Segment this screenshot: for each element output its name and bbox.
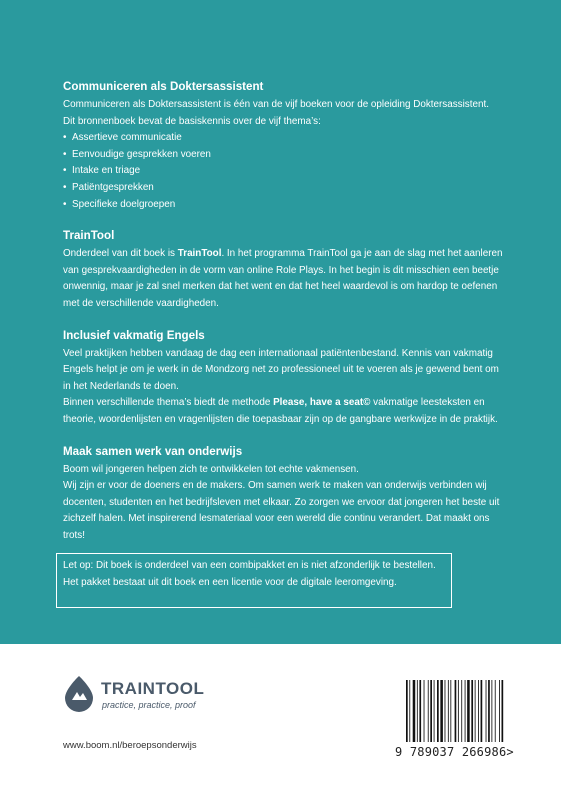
list-item: • Patiëntgesprekken bbox=[63, 180, 503, 197]
logo-tagline: practice, practice, proof bbox=[102, 700, 196, 710]
section-engels bbox=[63, 327, 503, 429]
section-text: Communiceren als Doktersassistent is één van de vijf boeken voor de opleiding Doktersassistent. Dit bronnenboek bevat de basiskennis over de vijf thema’s: bbox=[63, 99, 489, 127]
isbn-number bbox=[395, 745, 514, 759]
section-onderwijs bbox=[63, 443, 503, 545]
text-fragment: Binnen verschillende thema’s biedt de methode bbox=[63, 397, 274, 409]
note-box bbox=[56, 553, 452, 608]
isbn-digits: 9 789037 266986 bbox=[395, 745, 507, 759]
list-item: • Assertieve communicatie bbox=[63, 130, 503, 147]
bold-fragment: Please, have a seat© bbox=[273, 397, 371, 409]
section-text bbox=[63, 395, 503, 428]
section-text: Veel praktijken hebben vandaag de dag een internationaal patiëntenbestand. Kennis van vakmatig Engels helpt je om je werk in de Mondzorg net zo professioneel uit te voeren als je gewend bent om in het Nederlands te doen. bbox=[63, 347, 499, 392]
cover-text bbox=[63, 78, 503, 558]
text-fragment: Onderdeel van dit boek is bbox=[63, 248, 178, 260]
section-traintool bbox=[63, 227, 503, 312]
text-fragment: vakmatige leesteksten en theorie, woordenlijsten en vragenlijsten die toepasbaar zijn op de gangbare werkwijze in de praktijk. bbox=[63, 397, 498, 425]
section-title: Inclusief vakmatig Engels bbox=[63, 328, 205, 342]
section-communiceren bbox=[63, 78, 503, 213]
website-url: www.boom.nl/beroepsonderwijs bbox=[63, 740, 197, 751]
section-text bbox=[63, 246, 503, 312]
isbn-arrow: > bbox=[506, 745, 514, 759]
bold-fragment: TrainTool bbox=[177, 248, 222, 260]
section-title: TrainTool bbox=[63, 229, 115, 243]
traintool-logo bbox=[63, 675, 243, 715]
list-item: • Intake en triage bbox=[63, 163, 503, 180]
theme-list bbox=[63, 130, 503, 213]
section-title: Maak samen werk van onderwijs bbox=[63, 444, 243, 458]
text-fragment: . In het programma TrainTool ga je aan de slag met het aanleren van gesprekvaardigheden in de vorm van online Role Plays. In het begin is dit misschien een beetje onwennig, maar je zal snel merken dat het went en dat het heel waardevol is om hardop te oefenen met de verschillende vaardigheden. bbox=[63, 248, 503, 309]
note-text: Let op: Dit boek is onderdeel van een combipakket en is niet afzonderlijk te bestellen. Het pakket bestaat uit dit boek en een licentie voor de digitale leeromgeving. bbox=[63, 560, 436, 588]
section-text: Boom wil jongeren helpen zich te ontwikkelen tot echte vakmensen. bbox=[63, 463, 359, 475]
barcode bbox=[405, 680, 513, 744]
list-item: • Specifieke doelgroepen bbox=[63, 197, 503, 214]
logo-name: TRAINTOOL bbox=[101, 679, 205, 698]
traintool-logo-icon bbox=[63, 675, 95, 713]
section-text: Wij zijn er voor de doeners en de makers. Om samen werk te maken van onderwijs verbinden wij docenten, studenten en het bedrijfsleven met elkaar. Zo zorgen we ervoor dat jongeren het beste uit zichzelf halen. Met inspirerend lesmateriaal voor een wereld die continu verandert. Dat maakt ons trots! bbox=[63, 480, 500, 541]
list-item: • Eenvoudige gesprekken voeren bbox=[63, 147, 503, 164]
section-title: Communiceren als Doktersassistent bbox=[63, 80, 264, 93]
